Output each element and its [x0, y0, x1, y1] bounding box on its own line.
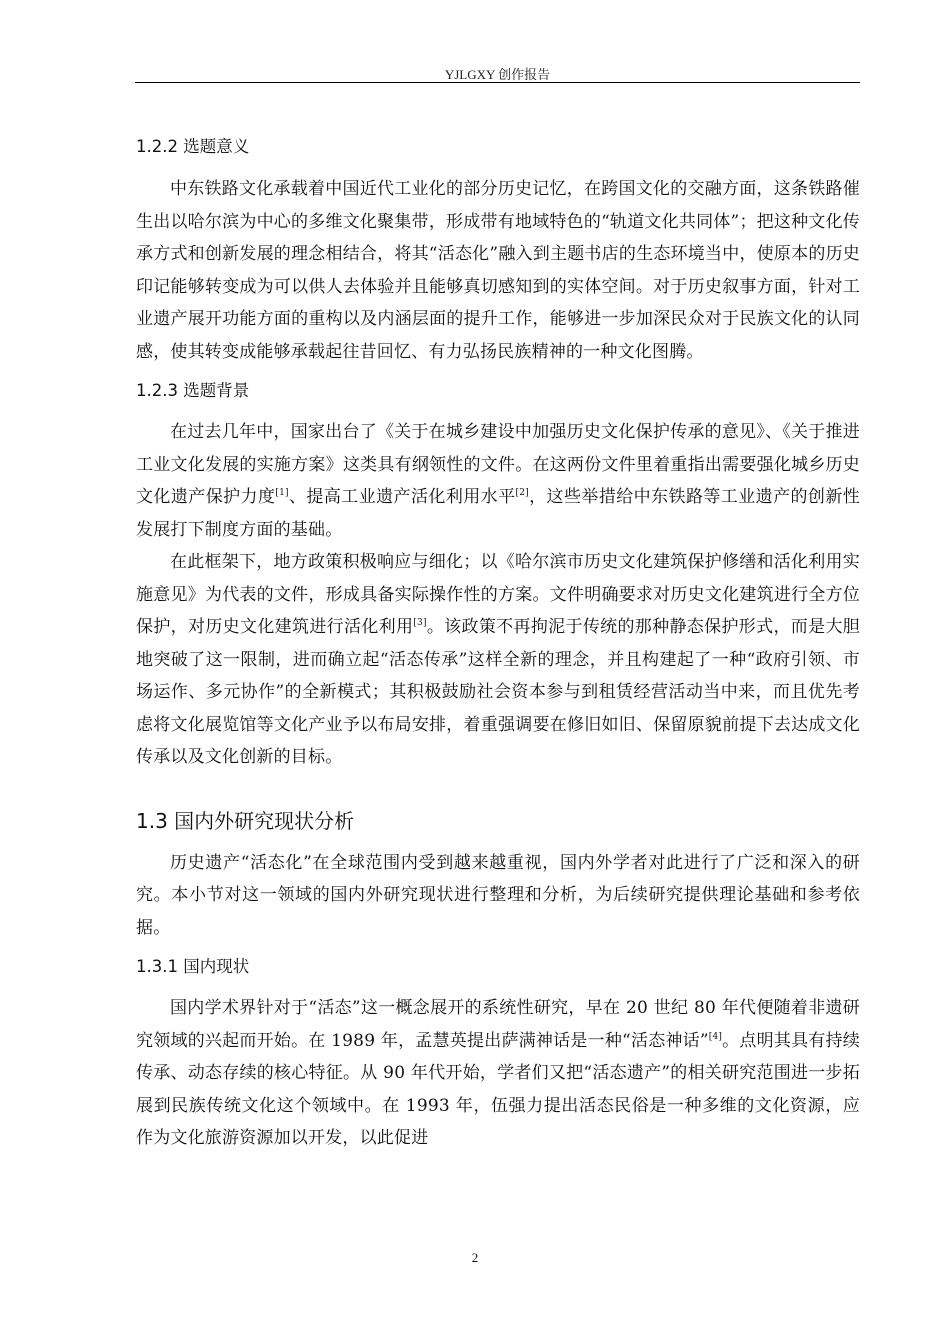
paragraph-1-2-3-b: 在此框架下，地方政策积极响应与细化；以《哈尔滨市历史文化建筑保护修缮和活化利用实施意见》为代表的文件，形成具备实际操作性的方案。文件明确要求对历史文化建筑进行全方位保护，对历史文化建筑进行活化利用[3]。该政策不再拘泥于传统的那种静态保护形式，而是大胆地突破了这一限制，进而确立起“活态传承”这样全新的理念，并且构建起了一种“政府引领、市场运作、多元协作”的全新模式；其积极鼓励社会资本参与到租赁经营活动当中来，而且优先考虑将文化展览馆等文化产业予以布局安排，着重强调要在修旧如旧、保留原貌前提下去达成文化传承以及文化创新的目标。 — [136, 552, 861, 767]
citation-3: [3] — [413, 618, 427, 628]
heading-1-2-3: 1.2.3 选题背景 — [136, 381, 250, 400]
paragraph-1-3: 历史遗产“活态化”在全球范围内受到越来越重视，国内外学者对此进行了广泛和深入的研究。本小节对这一领域的国内外研究现状进行整理和分析，为后续研究提供理论基础和参考依据。 — [136, 852, 860, 938]
citation-1: [1] — [275, 488, 289, 498]
header-rule — [135, 82, 860, 83]
heading-1-2-2: 1.2.2 选题意义 — [136, 137, 250, 156]
paragraph-1-2-2: 中东铁路文化承载着中国近代工业化的部分历史记忆，在跨国文化的交融方面，这条铁路催生出以哈尔滨为中心的多维文化聚集带，形成带有地域特色的“轨道文化共同体”；把这种文化传承方式和创新发展的理念相结合，将其“活态化”融入到主题书店的生态环境当中，使原本的历史印记能够转变成为可以供人去体验并且能够真切感知到的实体空间。对于历史叙事方面，针对工业遗产展开功能方面的重构以及内涵层面的提升工作，能够进一步加深民众对于民族文化的认同感，使其转变成能够承载起往昔回忆、有力弘扬民族精神的一种文化图腾。 — [136, 179, 860, 362]
paragraph-1-2-3-a: 在过去几年中，国家出台了《关于在城乡建设中加强历史文化保护传承的意见》、《关于推进工业文化发展的实施方案》这类具有纲领性的文件。在这两份文件里着重指出需要强化城乡历史文化遗产保护力度[1]、提高工业遗产活化利用水平[2]，这些举措给中东铁路等工业遗产的创新性发展打下制度方面的基础。 — [136, 422, 860, 540]
page-number: 2 — [471, 1250, 479, 1265]
heading-1-3: 1.3 国内外研究现状分析 — [136, 808, 355, 833]
citation-4: [4] — [708, 1031, 723, 1042]
page-content — [136, 134, 860, 1155]
citation-2: [2] — [515, 488, 529, 498]
page-header: YJLGXY 创作报告 — [444, 67, 551, 82]
heading-1-3-1: 1.3.1 国内现状 — [136, 957, 250, 976]
paragraph-1-3-1: 国内学术界针对于“活态”这一概念展开的系统性研究，早在 20 世纪 80 年代便随着非遗研究领域的兴起而开始。在 1989 年，孟慧英提出萨满神话是一种“活态神话”[4]。点明其具有持续传承、动态存续的核心特征。从 90 年代开始，学者们又把“活态遗产”的相关研究范围进一步拓展到民族传统文化这个领域中。在 1993 年，伍强力提出活态民俗是一种多维的文化资源，应作为文化旅游资源加以开发，以此促进 — [136, 998, 860, 1148]
